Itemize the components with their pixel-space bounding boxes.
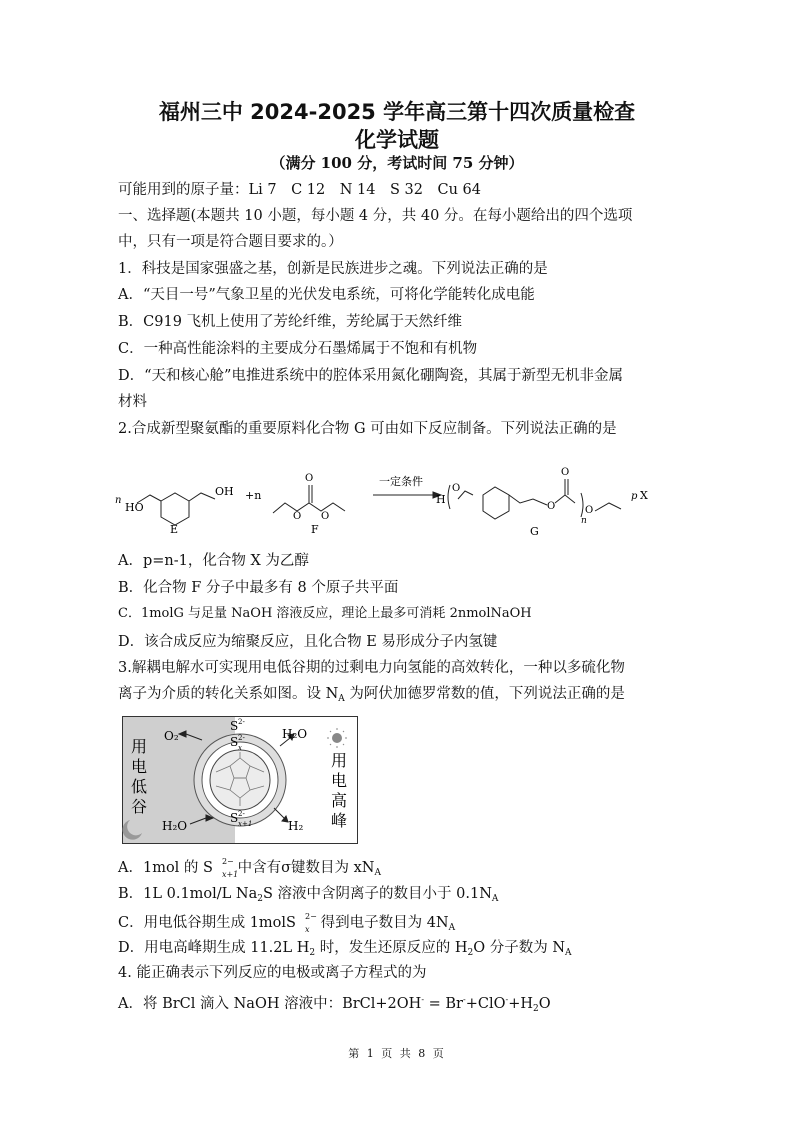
g-o2: O (547, 501, 556, 512)
diagram-left-char-3: 低 (131, 777, 148, 796)
q2-option-a: A．p=n-1，化合物 X 为乙醇 (118, 553, 309, 569)
section-heading-line1: 一、选择题(本题共 10 小题，每小题 4 分，共 40 分。在每小题给出的四个选项 (118, 208, 633, 224)
label-e: E (170, 523, 179, 536)
f-ester-o2: O (321, 511, 330, 522)
diagram-sx1: S (230, 811, 239, 825)
diagram-sx: S (230, 735, 239, 749)
g-bracket-n: n (581, 516, 587, 526)
diagram-sx-charge: 2- (238, 734, 245, 742)
q2-option-c: C．1molG 与足量 NaOH 溶液反应，理论上最多可消耗 2nmolNaOH (118, 606, 532, 621)
q4-option-a: A．将 BrCl 滴入 NaOH 溶液中：BrCl+2OH- = $Br^-+ClO^-+H_2O$ (118, 995, 551, 1014)
q2-option-b: B．化合物 F 分子中最多有 8 个原子共平面 (118, 580, 399, 596)
q3-option-d: D．用电高峰期生成 11.2L $H_2$ 时，发生还原反应的 $H_2O$ 分子数为 $N_A$ (118, 940, 572, 958)
f-coefficient: +n (245, 489, 262, 502)
q3-stem-line1: 3.解耦电解水可实现用电低谷期的过剩电力向氢能的高效转化，一种以多硫化物 (118, 660, 625, 676)
diagram-left-char-4: 谷 (131, 797, 148, 816)
diagram-right-char-1: 用 (331, 751, 348, 770)
diagram-h2o-top: H₂O (282, 727, 308, 741)
q1-option-d-cont: 材料 (118, 394, 147, 410)
q3-electrolysis-diagram (122, 716, 358, 844)
diagram-left-char-1: 用 (131, 737, 148, 756)
page-footer: 第 1 页 共 8 页 (348, 1047, 446, 1060)
exam-title: 福州三中 2024-2025 学年高三第十四次质量检查 (158, 100, 636, 124)
q2-stem: 2.合成新型聚氨酯的重要原料化合物 G 可由如下反应制备。下列说法正确的是 (118, 421, 617, 437)
f-ester-o1: O (293, 511, 302, 522)
q2-option-d: D．该合成反应为缩聚反应，且化合物 E 易形成分子内氢键 (118, 634, 498, 650)
g-o1: O (452, 483, 461, 494)
diagram-h2: H₂ (288, 819, 304, 833)
diagram-left-char-2: 电 (131, 757, 148, 776)
g-o3: O (585, 505, 594, 516)
diagram-s2: S (230, 719, 239, 733)
q3-option-c: C．用电低谷期生成 1molS 2− x 得到电子数目为 $4N_A$ (118, 912, 456, 934)
g-x: X (640, 489, 648, 502)
f-carbonyl-o: O (305, 473, 314, 484)
diagram-sx1-charge: 2- (238, 810, 245, 818)
diagram-o2: O₂ (164, 729, 179, 743)
diagram-sx1-sub: x+1 (238, 820, 253, 828)
q1-option-d: D．“天和核心舱”电推进系统中的腔体采用氮化硼陶瓷，其属于新型无机非金属 (118, 368, 623, 384)
e-ho-group: HO (125, 501, 144, 514)
exam-info: （满分 100 分，考试时间 75 分钟） (270, 154, 524, 172)
q2-reaction-scheme (115, 455, 695, 545)
e-coefficient: n (115, 495, 122, 506)
q3-stem-line2: 离子为介质的转化关系如图。设 $N_A$ 为阿伏加德罗常数的值，下列说法正确的是 (118, 686, 625, 704)
subject-title: 化学试题 (355, 128, 439, 152)
reaction-condition: 一定条件 (379, 475, 423, 488)
q4-stem: 4. 能正确表示下列反应的电极或离子方程式的为 (118, 965, 427, 981)
label-g: G (530, 525, 539, 538)
q3-option-a: A．1mol 的 S 2− x+1 中含有σ键数目为 $xN_A$ (118, 857, 381, 879)
q1-option-b: B．C919 飞机上使用了芳纶纤维，芳纶属于天然纤维 (118, 314, 463, 330)
diagram-h2o-bottom: H₂O (162, 819, 188, 833)
diagram-right-char-3: 高 (331, 791, 348, 810)
q1-option-c: C．一种高性能涂料的主要成分石墨烯属于不饱和有机物 (118, 341, 478, 357)
g-h-end: H (436, 493, 446, 506)
g-p: p (631, 491, 638, 502)
section-heading-line2: 中，只有一项是符合题目要求的。） (118, 234, 343, 250)
atomic-masses: 可能用到的原子量：Li 7 C 12 N 14 S 32 Cu 64 (118, 182, 481, 198)
diagram-s2-charge: 2- (238, 718, 245, 726)
diagram-sx-sub: x (238, 744, 242, 752)
q1-stem: 1．科技是国家强盛之基，创新是民族进步之魂。下列说法正确的是 (118, 261, 548, 277)
e-oh-group: OH (215, 485, 234, 498)
q1-option-a: A．“天目一号”气象卫星的光伏发电系统，可将化学能转化成电能 (118, 287, 535, 303)
g-carbonyl-o: O (561, 467, 570, 478)
diagram-right-char-2: 电 (331, 771, 348, 790)
label-f: F (311, 523, 319, 536)
diagram-right-char-4: 峰 (331, 811, 348, 830)
q3-option-b: B．1L 0.1mol/L $Na_2S$ 溶液中含阴离子的数目小于 $0.1N_A$ (118, 886, 499, 904)
